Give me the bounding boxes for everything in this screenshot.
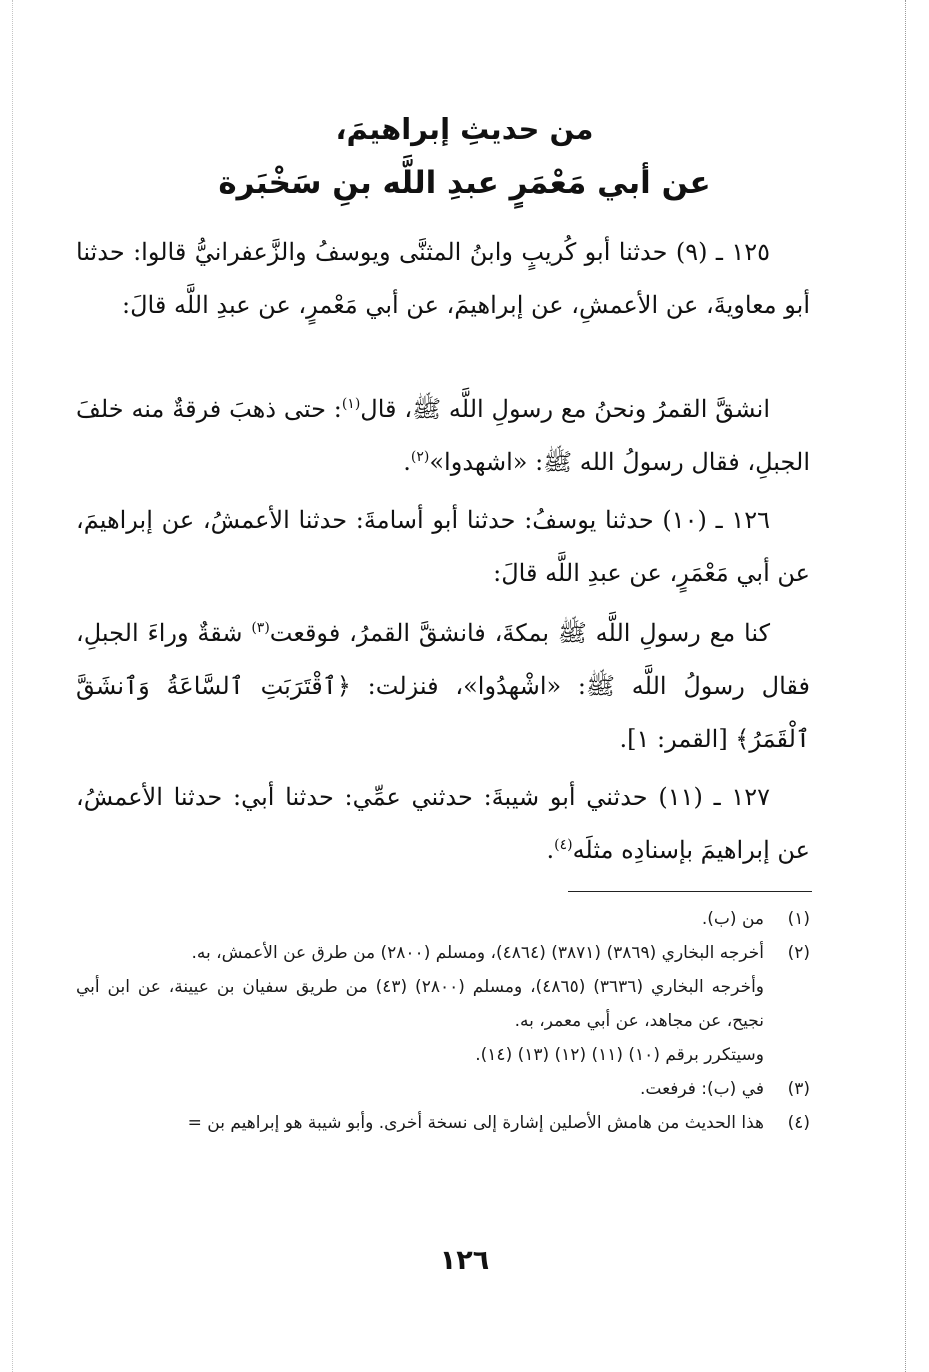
footnote-number: (١) bbox=[787, 909, 810, 929]
hadith-126-text-after: شقةٌ وراءَ الجبلِ، فقال رسولُ اللَّه ﷺ: «اشْهدُوا»، فنزلت: ﴿ٱقْتَرَبَتِ ٱلسَّاعَةُ وَٱنشَقَّ ٱلْقَمَرُ﴾ [القمر: ١]. bbox=[76, 619, 810, 753]
hadith-125-text bbox=[76, 383, 810, 489]
page-edge-dots-right bbox=[905, 0, 906, 1372]
hadith-126-text bbox=[76, 607, 810, 766]
hadith-126-chain-text: ١٢٦ ـ (١٠) حدثنا يوسفُ: حدثنا أبو أسامةَ: حدثنا الأعمشُ، عن إبراهيمَ، عن أبي مَعْمَرٍ، عن عبدِ اللَّه قالَ: bbox=[76, 506, 810, 587]
hadith-127-text: ١٢٧ ـ (١١) حدثني أبو شيبةَ: حدثني عمِّي: حدثنا أبي: حدثنا الأعمشُ، عن إبراهيمَ بإسنادِه مثلَه bbox=[76, 783, 810, 864]
hadith-125-text-after: : حتى ذهبَ فرقةٌ منه خلفَ الجبلِ، فقال رسولُ الله ﷺ: «اشهدوا» bbox=[76, 395, 810, 476]
hadith-126-chain bbox=[76, 494, 810, 600]
hadith-126-text-before: كنا مع رسولِ اللَّه ﷺ بمكةَ، فانشقَّ القمرُ، فوقعت bbox=[269, 619, 770, 647]
page-edge-dots-left bbox=[12, 0, 13, 1372]
footnote-text: وأخرجه البخاري (٣٦٣٦) (٤٨٦٥)، ومسلم (٢٨٠٠) (٤٣) من طريق سفيان بن عيينة، عن ابن أبي نجيح، عن مجاهد، عن أبي معمر، به. bbox=[76, 977, 765, 1031]
footnote-text: وسيتكرر برقم (١٠) (١١) (١٢) (١٣) (١٤). bbox=[475, 1045, 764, 1065]
hadith-127-end: . bbox=[546, 836, 555, 864]
footnote-text: أخرجه البخاري (٣٨٦٩) (٣٨٧١) (٤٨٦٤)، ومسلم (٢٨٠٠) من طرق عن الأعمش، به. bbox=[191, 943, 764, 963]
footnote-2-continued bbox=[76, 970, 810, 1072]
hadith-125-chain bbox=[76, 226, 810, 332]
hadith-125-chain-text: ١٢٥ ـ (٩) حدثنا أبو كُريبٍ وابنُ المثنَّى ويوسفُ والزَّعفرانيُّ قالوا: حدثنا أبو معاويةَ، عن الأعمشِ، عن إبراهيمَ، عن أبي مَعْمرٍ، عن عبدِ اللَّه قالَ: bbox=[76, 238, 810, 319]
footnote-separator bbox=[568, 891, 812, 892]
footnote-text: من (ب). bbox=[701, 909, 764, 929]
footnote-number: (٢) bbox=[787, 943, 810, 963]
page-number: ١٢٦ bbox=[439, 1245, 490, 1276]
footnote-ref-2[interactable]: (٢) bbox=[410, 449, 430, 465]
footnote-number: (٣) bbox=[787, 1079, 810, 1099]
hadith-127 bbox=[76, 771, 810, 877]
footnotes bbox=[76, 902, 810, 1140]
footnote-ref-3[interactable]: (٣) bbox=[251, 620, 270, 636]
chapter-heading-line-2: عن أبي مَعْمَرٍ عبدِ اللَّه بنِ سَخْبَرة bbox=[218, 165, 711, 201]
footnote-ref-4[interactable]: (٤) bbox=[554, 837, 573, 853]
footnote-3 bbox=[76, 1072, 810, 1106]
footnote-4 bbox=[76, 1106, 810, 1140]
footnote-ref-1[interactable]: (١) bbox=[341, 396, 361, 412]
footnote-2 bbox=[76, 936, 810, 970]
hadith-125-text-end: . bbox=[403, 448, 411, 476]
footnote-text: هذا الحديث من هامش الأصلين إشارة إلى نسخة أخرى. وأبو شيبة هو إبراهيم بن = bbox=[187, 1113, 764, 1133]
footnote-text: في (ب): فرفعت. bbox=[639, 1079, 764, 1099]
hadith-125-text-before: انشقَّ القمرُ ونحنُ مع رسولِ اللَّه ﷺ، قال bbox=[360, 395, 770, 423]
chapter-heading-line-1: من حديثِ إبراهيمَ، bbox=[335, 112, 594, 146]
footnote-number: (٤) bbox=[787, 1113, 810, 1133]
footnote-1 bbox=[76, 902, 810, 936]
